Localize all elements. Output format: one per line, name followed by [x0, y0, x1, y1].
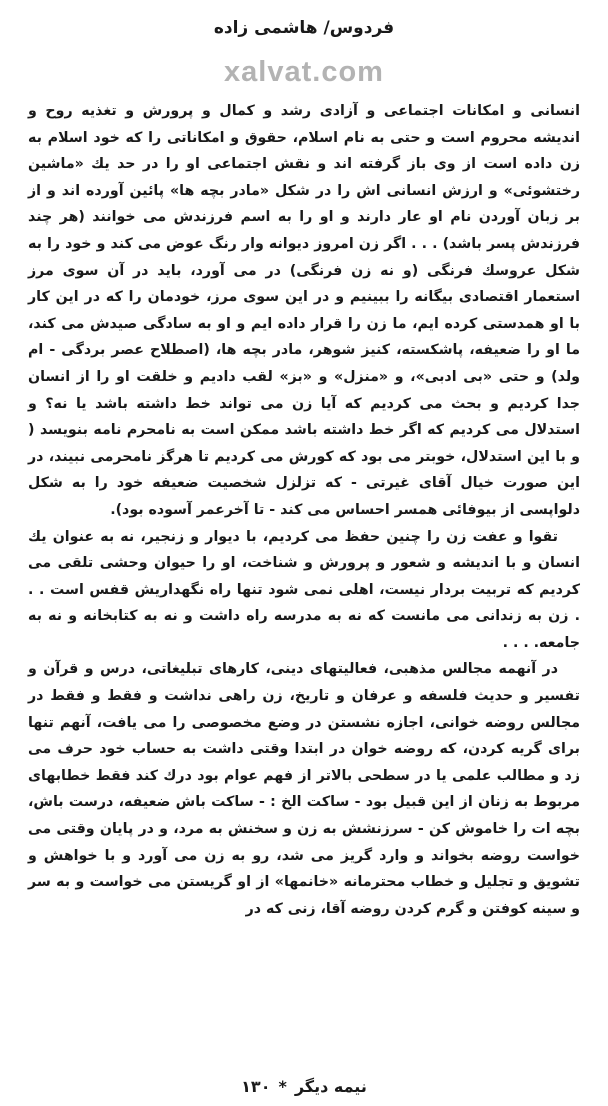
page-footer [0, 1077, 608, 1096]
footer-book-title: نیمه دیگر [294, 1077, 367, 1096]
footer-separator: * [278, 1077, 287, 1096]
watermark-text: xalvat.com [224, 56, 384, 88]
paragraph-2: تقوا و عفت زن را چنین حفظ می کردیم، با دیوار و زنجیر، نه به عنوان یك انسان و با اندیشه و شعور و پرورش و شناخت، او را حیوان وحشی تلقی می کردیم که تربیت بردار نیست، اهلی نمی شود تنها راه نگهداریش قفس است . . . زن به زندانی می مانست که نه به مدرسه راه داشت و نه به کتابخانه و نه به جامعه. . . . [28, 528, 580, 651]
running-head: فردوس/ هاشمی زاده [213, 18, 395, 38]
paragraph-3: در آنهمه مجالس مذهبی، فعالیتهای دینی، کارهای تبلیغاتی، درس و قرآن و تفسیر و حدیث فلسفه و عرفان و تاریخ، زن راهی نداشت و فقط و فقط در مجالس روضه خوانی، اجازه نشستن در وضع مخصوصی را می یافت، آنهم تنها برای گریه کردن، که روضه خوان در ابتدا وقتی داشت به حساب خود حرف می زد و مطالب علمی یا در سطحی بالاتر از فهم عوام بود درك کند فقط خطابهای مربوط به زنان از این قبیل بود - ساکت الخ : - ساکت باش ضعیفه، درست باش، بچه ات را خاموش کن - سرزنشش به زن و سخنش به مرد، و در پایان وقتی می خواست روضه بخواند و وارد گریز می شد، رو به زن می آورد و با خواهش و تشویق و تجلیل و خطاب محترمانه «خانمها» از او گریستن می خواست و به سر و سینه کوفتن و گرم کردن روضه آقا، زنی که در [28, 661, 580, 917]
body-text [28, 98, 580, 922]
page-number: ۱۳۰ [241, 1077, 271, 1096]
paragraph-1: انسانی و امکانات اجتماعی و آزادی رشد و کمال و پرورش و تغذیه روح و اندیشه محروم است و حتی به نام اسلام، حقوق و امکاناتی را که خود اسلام به زن داده است از وی باز گرفته اند و نقش اجتماعی او را در حد یك «ماشین رختشوئی» و ارزش انسانی اش را در شکل «مادر بچه ها» پائین آورده اند و از بر زبان آوردن نام او عار دارند و او را به اسم فرزندش می خوانند (هر چند فرزندش پسر باشد) . . . اگر زن امروز دیوانه وار رنگ عوض می کند و خود را به شکل عروسك فرنگی (و نه زن فرنگی) در می آورد، باید در آن سوی مرز استعمار اقتصادی بیگانه را ببینیم و در این سوی مرز، خودمان را که در این کار با او همدستی کرده ایم، ما زن را قرار داده ایم و او به سادگی صیدش می کند، ما او را ضعیفه، پاشکسته، کنیز شوهر، مادر بچه ها، (اصطلاح عصر بردگی - ام ولد) و حتی «بی ادبی»، و «منزل» و «بز» لقب دادیم و خلقت او را از انسان جدا کردیم و بحث می کردیم که آیا زن می تواند خط داشته باشد یا نه؟ و استدلال می کردیم که اگر خط داشته باشد ممکن است به نامحرم نامه بنویسد ( و با این استدلال، خوبتر می بود که کورش می کردیم تا هرگز نامحرمی نبیند، در این صورت خیال آقای غیرتی - که تزلزل شخصیت ضعیفه خود را به شکل دلواپسی از بیوفائی همسر احساس می کند - تا آخرعمر آسوده بود). [28, 103, 580, 518]
